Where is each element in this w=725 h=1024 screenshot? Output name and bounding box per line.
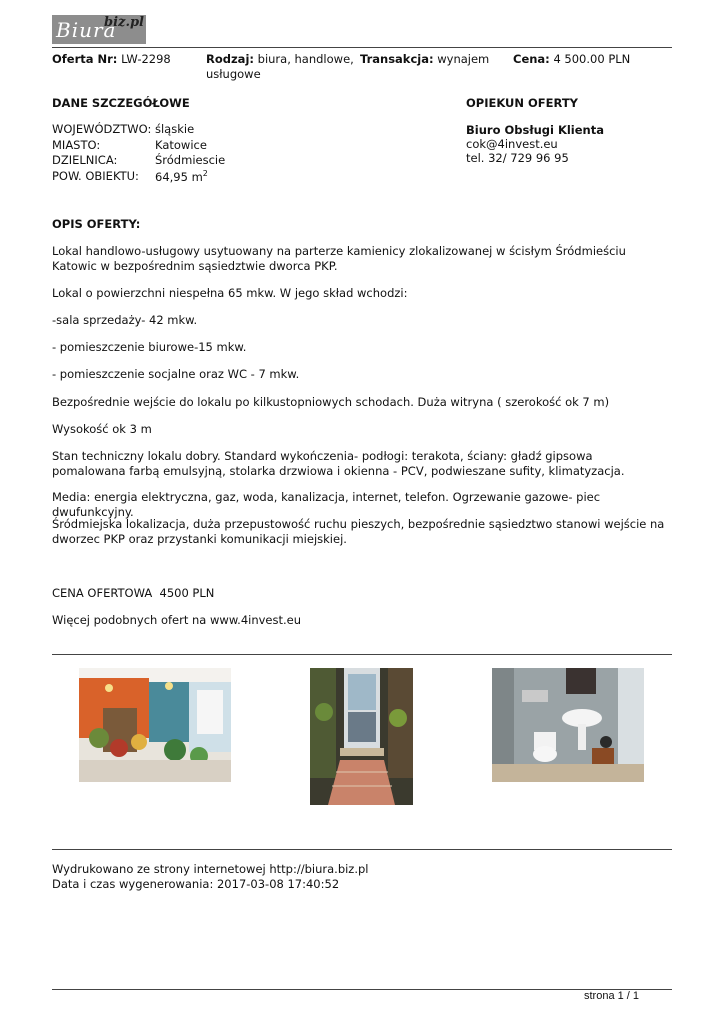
type-value-line2: usługowe — [206, 67, 261, 81]
description-paragraph: Media: energia elektryczna, gaz, woda, kanalizacja, internet, telefon. Ogrzewanie gazowe- piec dwufunkcyjny. — [52, 490, 601, 519]
offer-price — [513, 52, 673, 67]
details-value: Katowice — [155, 137, 207, 152]
header-rule — [52, 47, 672, 48]
price-label: Cena: — [513, 52, 550, 66]
type-label: Rodzaj: — [206, 52, 254, 66]
offer-number — [52, 52, 202, 67]
logo-script-text: Biura — [56, 18, 117, 42]
page-number: strona 1 / 1 — [584, 990, 640, 1002]
photo-bathroom-image — [492, 668, 644, 782]
contact-phone: tel. 32/ 729 96 95 — [466, 151, 569, 165]
photo-entrance-image — [310, 668, 413, 805]
description-title: OPIS OFERTY: — [52, 217, 141, 231]
contact-block — [466, 123, 604, 165]
details-value: Śródmiescie — [155, 153, 226, 167]
footer-info — [52, 862, 369, 892]
contact-name: Biuro Obsługi Klienta — [466, 123, 604, 137]
details-key: WOJEWÓDZTWO: — [52, 122, 152, 136]
description-paragraph: Lokal o powierzchni niespełna 65 mkw. W jego skład wchodzi: — [52, 286, 408, 300]
details-key: DZIELNICA: — [52, 153, 118, 167]
details-title: DANE SZCZEGÓŁOWE — [52, 96, 190, 110]
logo-domain-text: biz.pl — [104, 15, 144, 30]
area-unit-sup: 2 — [202, 168, 208, 178]
page-bottom-rule — [52, 989, 672, 990]
photos-top-rule — [52, 654, 672, 655]
transaction-label: Transakcja: — [360, 52, 434, 66]
transaction-value: wynajem — [437, 52, 490, 66]
more-offers-line[interactable]: Więcej podobnych ofert na www.4invest.eu — [52, 613, 302, 627]
generated-at-text: Data i czas wygenerowania: 2017-03-08 17:40:52 — [52, 877, 340, 891]
description-paragraph: Lokal handlowo-usługowy usytuowany na parterze kamienicy zlokalizowanej w ścisłym Śródmieściu Katowic w bezpośrednim sąsiedztwie dworca PKP. — [52, 244, 626, 273]
details-key: POW. OBIEKTU: — [52, 168, 139, 183]
type-value-line1: biura, handlowe, — [257, 52, 354, 66]
details-value-area — [155, 169, 225, 185]
description-paragraph: - pomieszczenie biurowe-15 mkw. — [52, 340, 247, 354]
description-paragraph: Śródmiejska lokalizacja, duża przepustowość ruchu pieszych, bezpośrednie sąsiedztwo stanowi wejście na dworzec PKP oraz przystanki komunikacji miejskiej. — [52, 517, 665, 546]
price-value: 4 500.00 PLN — [553, 52, 631, 66]
details-row — [52, 138, 225, 154]
offer-label: Oferta Nr: — [52, 52, 118, 66]
description-paragraph: Bezpośrednie wejście do lokalu po kilkustopniowych schodach. Duża witryna ( szerokość ok 7 m) — [52, 395, 610, 409]
description-paragraph: Stan techniczny lokalu dobry. Standard wykończenia- podłogi: terakota, ściany: gładź gipsowa pomalowana farbą emulsyjną, stolarka drzwiowa i okienna - PCV, podwieszane sufity, klimatyzacja. — [52, 449, 625, 478]
photo-bathroom[interactable] — [492, 668, 644, 782]
details-row — [52, 153, 225, 169]
details-row — [52, 122, 225, 138]
description-paragraph: Wysokość ok 3 m — [52, 422, 152, 436]
details-row — [52, 169, 225, 185]
offer-price-line: CENA OFERTOWA 4500 PLN — [52, 586, 215, 600]
offer-type — [206, 52, 356, 82]
contact-email[interactable]: cok@4invest.eu — [466, 137, 558, 151]
details-table — [52, 122, 225, 184]
footer-top-rule — [52, 849, 672, 850]
photo-shop-interior[interactable] — [79, 668, 231, 782]
offer-transaction — [360, 52, 510, 67]
printed-from-text: Wydrukowano ze strony internetowej http://biura.biz.pl — [52, 862, 369, 876]
photo-entrance[interactable] — [310, 668, 413, 805]
offer-value: LW-2298 — [121, 52, 171, 66]
site-logo — [52, 15, 146, 44]
details-key: MIASTO: — [52, 137, 101, 152]
description-paragraph: - pomieszczenie socjalne oraz WC - 7 mkw. — [52, 367, 300, 381]
area-value: 64,95 m — [155, 169, 203, 184]
photo-shop-interior-image — [79, 668, 231, 782]
contact-title: OPIEKUN OFERTY — [466, 96, 579, 110]
description-paragraph: -sala sprzedaży- 42 mkw. — [52, 313, 198, 327]
details-value: śląskie — [155, 122, 195, 136]
